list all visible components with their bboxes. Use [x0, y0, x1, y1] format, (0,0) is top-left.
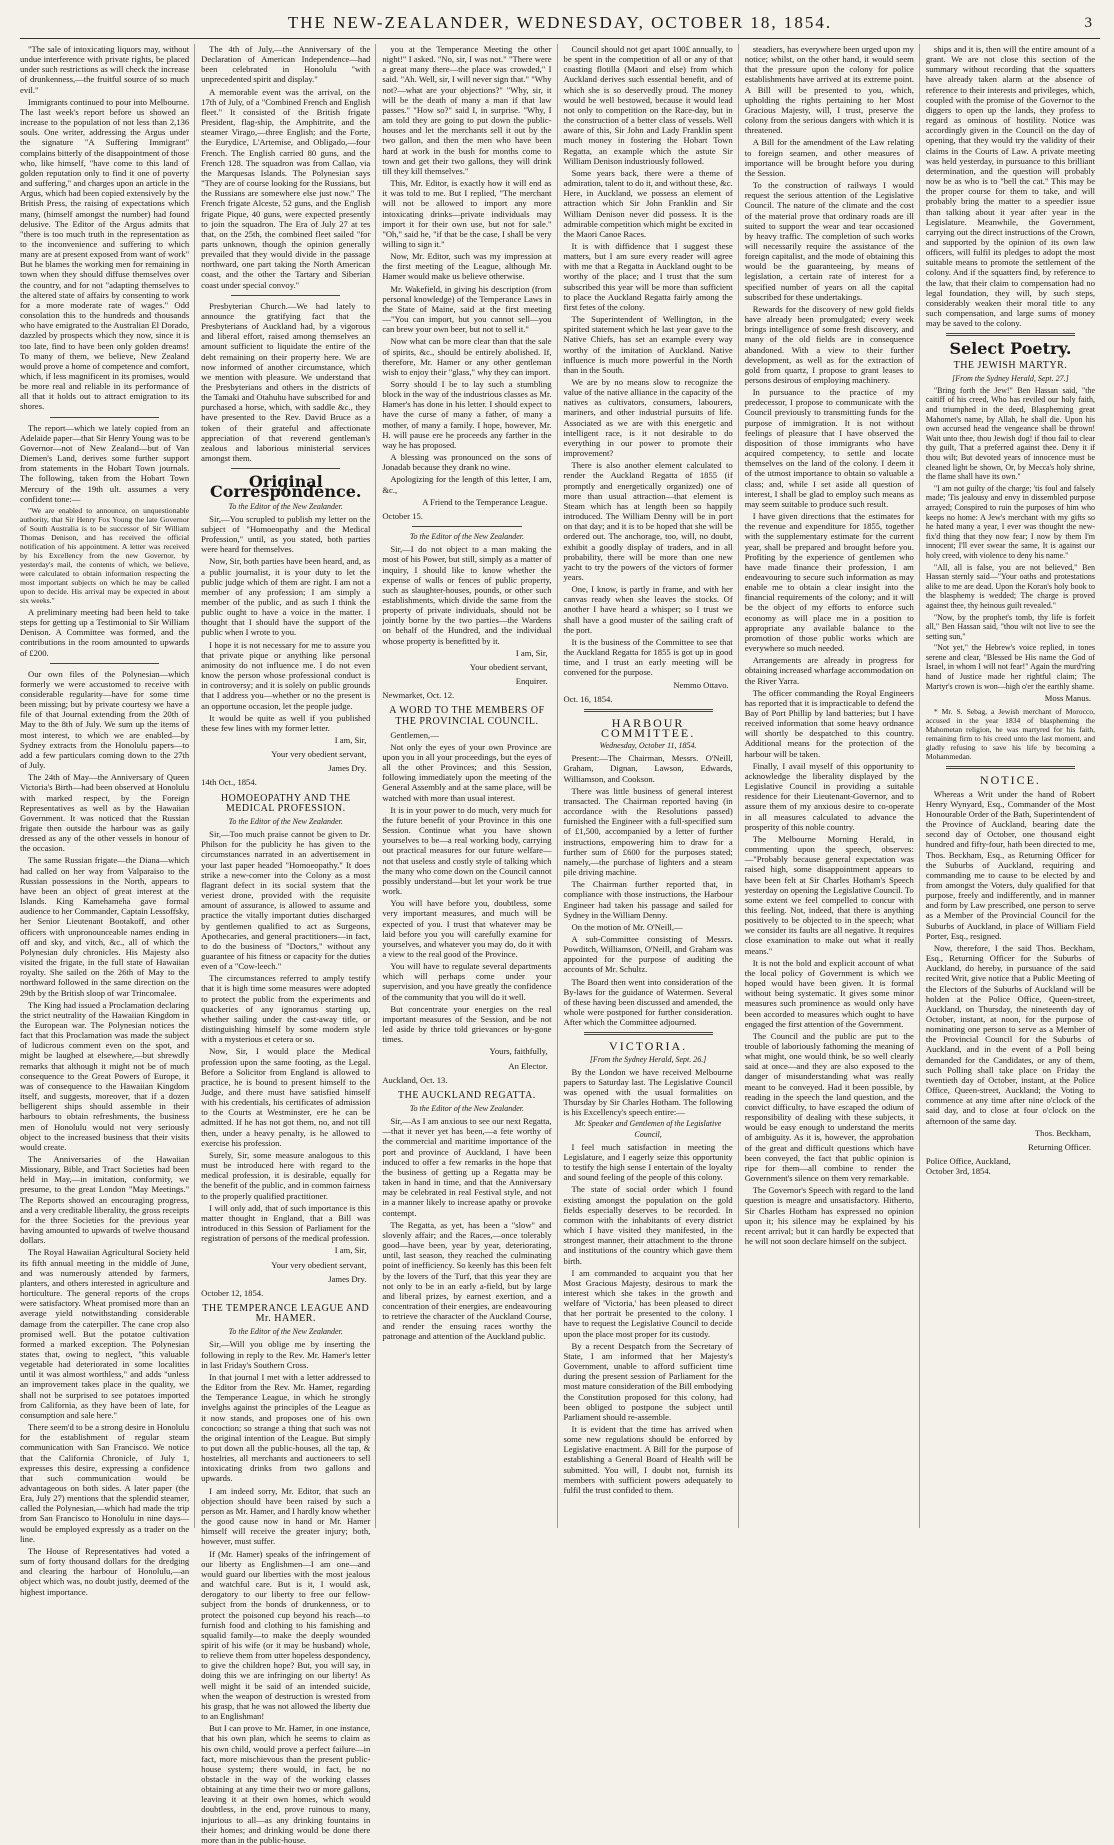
signature: I am, Sir,: [334, 1245, 367, 1256]
paragraph: The Regatta, as yet, has been a "slow" and slovenly affair; and the Races,—once tolerably good—have been, year by year, deteriorating, until, last season, they reached the culminating point of inefficiency. So keenly has this been felt by the lovers of the Turf, that this year they are not only to be in an early a-field, but by large and liberal prizes, by earnest exertion, and a concentration of their energies, are endeavouring to retrieve the character of the Auckland Course, and render the ensuing races worthy the patronage and attention of the Auckland public.: [382, 1219, 552, 1342]
paragraph: The Royal Hawaiian Agricultural Society held its fifth annual meeting in the middle of June, and was numerously attended by farmers, planters, and others interested in agriculture and horticulture. The general reports of the crops were satisfactory. Wheat promised more than an average yield notwithstanding considerable damage from the caterpiller. The cane crop also promised well. But the potatoe cultivation formed a marked exception. The Polynesian states that, owing to neglect, "this valuable vegetable had deteriorated in some localities until it was almost worthless," and adds "unless an improvement takes place in the quality, we shall not be surprised to see potatoes imported from California, as they have been of late, for consumption and sale here.": [20, 1247, 190, 1420]
paragraph: The Council and the public are put to the trouble of laboriously fathoming the meaning of what might, one would think, be so well clearly said at once—and they are also exposed to the danger of misunderstanding what was really meant to be conveyed. Had it been possible, by reading in the speech the land question, and the convict difficulty, to have escaped the odium of responsibility of dealing with these subjects, it would be easy enough to understand the merits of ambiguity. As it is, however, the approbation of the great and difficult questions which have been conveyed, the fact that public opinion is ripe for them—all combine to render the Government's silence on them very remarkable.: [744, 1030, 914, 1184]
paragraph: steadiers, has everywhere been urged upon my notice; whilst, on the other hand, it would seem that the pressure upon the colony for police establishments have arrived at its extreme point. A Bill will be presented to you, which, upholding the rights pertaining to her Most Gracious Majesty, will, I trust, preserve the colony from the serious dangers with which it is threatened.: [744, 44, 914, 136]
article-heading: THE AUCKLAND REGATTA.: [398, 1089, 536, 1101]
signature: Your very obedient servant,: [271, 749, 367, 760]
column-2: [201, 44, 376, 1845]
paragraph: Arrangements are already in progress for obtaining increased wharfage accommodation on the River Yarra.: [744, 655, 914, 686]
paragraph: A blessing was pronounced on the sons of Jonadab because they drank no wine.: [382, 452, 552, 473]
notice-paragraph: Whereas a Writ under the hand of Robert Henry Wynyard, Esq., Commander of the Most Honourable Order of the Bath, Superintendent of the Province of Auckland, bearing date the second day of October, one thousand eight hundred and fifty-four, hath been directed to me, Thos. Beckham, Esq., as Returning Officer for the Suburbs of Auckland, requiring and commanding me to cause to be elected by and from amongst the Voters, duly qualified for that purpose, freely and indifferently, and in manner and form by Law prescribed, one person to serve as a Member of the Provincial Council for the Suburbs of Auckland, in place of William Field Porter, Esq., resigned.: [925, 788, 1096, 941]
paragraph: If (Mr. Hamer) speaks of the infringement of our liberty as Englishmen—I am one—and would guard our liberties with the most jealous and watchful care. But is it, I would ask, derogatory to our liberty to free our fellow-subject from the bonds of drunkenness, or to protect the poisoned cup beyond his reach—to furnish food and clothing to his famishing and squalid family—to make the deeply wounded spirit of his wife (or it may be husband) whole, to relieve them from utter hopeless despondency, to give the children hope? But, you will say, in doing this we are infringing on our liberty! As well might it be said of an intended suicide, when the weapon of destruction is wrested from his grasp, that he was not allowed the liberty due to an Englishman!: [201, 1548, 371, 1722]
paragraph: But I can prove to Mr. Hamer, in one instance, that his own plan, which he seems to claim as his own child, would prove a perfect failure—in fact, more mischievous than the present public-house system; there would, in fact, be no obstacle in the way of the working classes obtaining at any time their two or more gallons, leaving it at their own homes, which would doubtless, in the end, prove ruinous to many, injurious to all—as any drinking fountains in their homes; and drinking would be done there more than in the public-house.: [201, 1723, 371, 1845]
paragraph: The officer commanding the Royal Engineers has reported that it is impracticable to defend the Bay of Port Phillip by land batteries; but I have received information that some heavy ordnance will shortly be despatched to this country. Additional means for the protection of the harbour will be taken.: [744, 687, 914, 759]
paragraph: The circumstances referred to amply testify that it is high time some measures were adopted to protect the public from the experiments and quackeries of any ignoramus starting up, whether sailing under the cast-away title, or distinguishing himself by some modern style with a mysterious et cetera or so.: [201, 973, 371, 1045]
column-3: [382, 44, 557, 1528]
paragraph: I will only add, that of such importance is this matter thought in England, that a Bill was introduced in this Session of Parliament for the registration of persons of the medical profession.: [201, 1202, 371, 1244]
notice-date: October 3rd, 1854.: [925, 1166, 991, 1177]
signature: Your very obedient servant,: [271, 1259, 367, 1270]
letter-date: October 12, 1854.: [201, 1287, 264, 1298]
paragraph: Now what can be more clear than that the sale of spirits, &c., should be entirely abolished. If, therefore, Mr. Hamer or any other gentleman wish to enjoy their "glass," why they can import.: [382, 336, 552, 377]
paragraph: The Governor's Speech with regard to the land question is meagre and unsatisfactory. Hitherto, Sir Charles Hotham has expressed no opinion upon it; his silence may be explained by his recent arrival; but it can hardly be expected that he will not soon declare himself on the subject.: [744, 1185, 914, 1246]
article-heading: THE TEMPERANCE LEAGUE AND Mr. HAMER.: [202, 1302, 370, 1325]
divider: [231, 295, 340, 296]
notice-place: Police Office, Auckland,: [925, 1156, 1011, 1167]
paragraph: The Board then went into consideration of the By-laws for the guidance of Watermen. Several of these having been discussed and amended, the whole were postponed for further consideration. After which the Committee adjourned.: [563, 976, 733, 1028]
paragraph: By a recent Despatch from the Secretary of State, I am informed that her Majesty's Government, unable to afford sufficient time during the present session of Parliament for the most mature consideration of the Bill embodying the Constitution proposed for this colony, had been obliged to postpone the subject until Parliament should re-assemble.: [563, 1340, 733, 1422]
section-heading: Select Poetry.: [949, 339, 1072, 359]
paragraph: To the construction of railways I would request the serious attention of the Legislative Council. The nature of the climate and the cost of the material prove that ordinary roads are ill suited to support the wear and tear occasioned by heavy traffic. The completion of such works will necessarily require the assistance of the foreign capitalist, and the mode of obtaining this would be the guaranteeing, by means of legislation, a certain rate of interest for a specified number of years on all the capital subscribed for these undertakings.: [744, 180, 914, 302]
divider: [50, 663, 159, 664]
paragraph: This, Mr. Editor, is exactly how it will end as it was told to me. But I replied, "The merchant will not be allowed to import any more intoxicating drinks—private individuals may import it for their own use, but not for sale." "Oh," said he, "if that be the case, I shall be very willing to sign it.": [382, 178, 552, 249]
article-heading: VICTORIA.: [609, 1039, 688, 1054]
divider: [412, 526, 521, 527]
paragraph: Now, Sir, both parties have been heard, and, as a public journalist, it is your duty to let the public judge which of them are right. I am not a member of any profession; I am simply a member of the public, and as such I think the public ought to have a voice in the matter. I thought that I should have the support of the public when I wrote to you.: [201, 556, 371, 638]
paragraph: You will have to regulate several departments which will perhaps come under your supervision, and you have greatly the confidence of the community that you will do it well.: [382, 961, 552, 1002]
newspaper-page: [20, 8, 1100, 1845]
paragraph: Finally, I avail myself of this opportunity to acknowledge the liberality displayed by the Legislative Council in providing a suitable residence for their Lieutenant-Governor, and to assure them of my anxious desire to co-operate in all measures calculated to advance the prosperity of this noble country.: [744, 760, 914, 832]
paragraph: ships and it is, then will the entire amount of a grant. We are not close this section of the summary without recording that the squatters have already taken alarm at the absence of reference to their interests and privileges, which, coupled with the promise of the Governor to the diggers to open up the lands, they profess to regard as ominous of hostility. Notice was accordingly given in the Council on the day of opening, that they would try the validity of their claims in the Courts of Law. A private meeting was held yesterday, in pursuance to this brilliant determination, and the question will probably now be as who is to "bell the cat." This may be the proper course for them to take, and will probably bring the matter to a speedier issue than talking about it year after year in the Legislature. Meanwhile, the Government, carrying out the direct instructions of the Crown, and supported by the opinion of its own law officers, will fulfil its pledges to adopt the most suitable means to promote the settlement of the colony. And if the squatters find, by reference to the law, that their claim to compensation had no legal foundation, they will, by such steps, considerably weaken their moral title to any such compensation, and large sums of money may be saved to the colony.: [925, 44, 1096, 329]
paragraph: By the London we have received Melbourne papers to Saturday last. The Legislative Council was opened with the usual formalities on Thursday by Sir Charles Hotham. The following is his Excellency's speech entire:—: [563, 1066, 733, 1118]
paragraph: I have given directions that the estimates for the revenue and expenditure for 1855, together with the supplementary estimate for the current year, shall be prepared and brought before you. Profiting by the experience of gentlemen who have made finance their profession, I am endeavouring to secure such information as may enable me to obtain a clear insight into the financial requirements of the colony; and it will be the object of my efforts to enforce such economy as will place me in a position to appropriate any available balance to the promotion of those public works which are everywhere so much needed.: [744, 511, 914, 654]
signature: Yours, faithfully,: [489, 1046, 548, 1057]
paragraph: The House of Representatives had voted a sum of forty thousand dollars for the dredging and clearing the harbour of Honolulu,—an object which was, no doubt justly, deemed of the highest importance.: [20, 1545, 190, 1597]
poem-verse: "Not yet," the Hebrew's voice replied, in tones serene and clear, "Blessed be His name the God of Israel, in whom I will not fear!" Again the murd'ring hand of Justice made her rightful claim; The Martyr's crown is won—high o'er the earthly shame.: [925, 643, 1096, 691]
paragraph: I am indeed sorry, Mr. Editor, that such an objection should have been raised by such a person as Mr. Hamer, and I hardly know whether the good cause now in hand or Mr. Hamer himself will receive the greater injury; both, however, must suffer.: [201, 1485, 371, 1547]
paragraph: Some years back, there were a theme of admiration, talent to do it, and without these, &c. Here, in Auckland, we possess an element of attraction which Sir John Franklin and Sir William Denison never did possess. It is the admirable competition which might be excited in the Maori Canoe Races.: [563, 167, 733, 239]
paragraph: The Superintendent of Wellington, in the spirited statement which he last year gave to the Native Chiefs, has set an example every way worthy of the imitation of Auckland. Native influence is much more powerful in the North than in the South.: [563, 314, 733, 375]
paragraph: Now, Sir, I would place the Medical profession upon the same footing, as the Legal. Before a Solicitor from England is allowed to practice, he is bound to present himself to the Judge, and there must have satisfied himself with his credentials, his certificates of admission to the Courts at Westminster, ere he can be admitted. If he has not got them, no, and not till then, under a heavy penalty, is he allowed to exercise his profession.: [201, 1046, 371, 1148]
signature: I am, Sir,: [334, 735, 367, 745]
letter-date: October 15.: [382, 510, 423, 521]
letter-address: To the Editor of the New Zealander.: [409, 1104, 524, 1113]
paragraph: It is evident that the time has arrived when some new regulations should be enforced by Legislative enactment. A Bill for the purpose of establishing a General Board of Health will be submitted. You will, I doubt not, furnish its members with sufficient powers adequately to fulfil the trust confided to them.: [563, 1424, 733, 1495]
paragraph: Now, Mr. Editor, such was my impression at the first meeting of the League, although Mr. Hamer would make us believe otherwise.: [382, 251, 552, 282]
paragraph: It is the business of the Committee to see that the Auckland Regatta for 1855 is got up in good time, and I trust an early meeting will be convened for the purpose.: [563, 636, 733, 678]
speech-heading: Mr. Speaker and Gentlemen of the Legislative Council,: [574, 1119, 722, 1139]
poem-verse: "Now, by the prophet's tomb, thy life is forfeit all," Ben Hassan said, "thou wilt not live to see the setting sun,": [925, 612, 1096, 641]
signature: Enquirer.: [515, 676, 548, 687]
poem-title: THE JEWISH MARTYR.: [953, 359, 1068, 371]
columns: [20, 44, 1100, 1845]
paragraph: Presbyterian Church.—We had lately to announce the gratifying fact that the Presbyterians of Auckland had, by a vigorous and liberal effort, raised among themselves an amount sufficient to liquidate the entire of the debt remaining on their property here. We are now informed of another circumstance, which we mention with pleasure. We understand that the Presbyterians and others in the districts of the Tamaki and Otahuhu have subscribed for and purchased a horse, which, with saddle &c., they have presented to the Rev. David Bruce as a token of their grateful and affectionate appreciation of that reverend gentleman's zealous and laborious ministerial services amongst them.: [201, 300, 371, 464]
paragraph: There seem'd to be a strong desire in Honolulu for the establishment of regular steam communication with San Francisco. We notice that the California Chronicle, of July 1, expresses this desire, expressing a confidence that such communication would be advantageous on both sides. A later paper (the Era, July 27) mentions that the splendid steamer, called the Polynesian,—which had made the trip from San Francisco to Honolulu in nine days—would be employed expressly as a trader on the line.: [20, 1422, 190, 1544]
notice-heading: NOTICE.: [979, 773, 1041, 788]
poem-source: [From the Sydney Herald, Sept. 27.]: [952, 373, 1069, 383]
paragraph: The Melbourne Morning Herald, in commenting upon the speech, observes:—"Probably because general expectation was raised high, some disappointment appears to have been felt at Sir Charles Hotham's Speech yesterday on opening the Legislative Council. To some extent we feel compelled to concur with this feeling. Not, indeed, that there is anything positively to be objected to in the speech; what we consider its faults are all negative. It requires close examination to make out what it really means.": [744, 833, 914, 956]
paragraph: It is not the bold and explicit account of what the local policy of Government is which we hoped would have been given. It is formal without being systematic. It gives some minor measures such prominence as would only have been accorded to measures which ought to have engaged the first attention of the Government.: [744, 957, 914, 1029]
masthead: [20, 8, 1100, 39]
paragraph: On the motion of Mr. O'Neill,—: [571, 921, 683, 932]
paragraph: The Anniversaries of the Hawaiian Missionary, Bible, and Tract Societies had been held in May,—in imitation, conformity, we presume, to the great London "May Meetings." The Reports showed an encouraging progress, and a very creditable liberality, the gross receipts for the three Societies for the previous year having amounted to upwards of twelve thousand dollars.: [20, 1154, 190, 1246]
paragraph: Council should not get apart 100£ annually, to be spent in the competition of all or any of that coasting flotilla (Maori and else) from which Auckland derives such essential benefit, and of which she is so deservedly proud. The money would be well bestowed, because it would lead not only to competition on the Race-day, but in the construction of a better class of vessels. Well aware of this, Sir John and Lady Franklin spent much money in fostering the Hobart Town Regatta, an example which the astute Sir William Denison industriously followed.: [563, 44, 733, 166]
paragraph: It is in your power to do much, very much for the future benefit of your Province in this one Session. Continue what you have shown yourselves to be—a real working body, carrying out practical measures for our future welfare—not that useless and costly style of talking which the many who come down on the Council cannot possibly understand—but let your work be true work.: [382, 804, 552, 897]
signature: A Friend to the Temperance League.: [422, 496, 548, 507]
paragraph: There was little business of general interest transacted. The Chairman reported having (in accordance with the Resolutions passed) furnished the Engineer with a full-specified sum of £1,500, accompanied by a letter of further instructions, empowering him to draw for a further sum of £600 for the purposes stated; namely,—the purchase of lighters and a steam pile driving machine.: [563, 785, 733, 878]
poem-verse: "Bring forth the Jew!" Ben Hassan said, "the caitiff of his creed, Who has reviled our holy faith, and triumphed in the deed, Blaspheming great Mahomet's name, by Allah, he shall die. Upon his own accursed head the vengeance shall be thrown! Wait unto thee, thou Jewish dog! if thou fail to clear thy guilt, That a preferred against thee. Deny it if thou wilt; But devoted years of innocence must be cleaned light be shown, Or, by Mecca's holy shrine, the flame shall have its own.": [925, 385, 1096, 482]
paragraph: The report—which we lately copied from an Adelaide paper—that Sir Henry Young was to be Governor—not of New Zealand—but of Van Diemen's Land, derives some further support from statements in the Hobart Town journals. The following, taken from the Hobart Town Mercury of the 19th ult. assumes a very confident tone:—: [20, 422, 190, 504]
poem-verse: "I am not guilty of the charge; 'tis foul and falsely made; 'Tis jealousy and envy in dissembled purpose arrayed; Conspired to ruin the purposes of him who keeps no home: A Jew's merchant with my gifts so he hated many a year, I ever was thought the new-fix'd thing that they now fear; I now by them I'm innocent; I'll ever swear the same, It is against our holy creed, with violence to deny his name.": [925, 483, 1096, 560]
paragraph: The same Russian frigate—the Diana—which had called on her way from Valparaiso to the Russian possessions in the North, appears to have been an object of great interest at the Islands. King Kamehameha gave formal audience to her Commander, Captain Lessoffsky, her Senior Lieutenant Bootakoff, and other officers with unpronounceable names ending in off and sky, and vitch, &c., all of which the Polynesian duly chronicles. His Majesty also visited the frigate, in the full state of Hawaiian royalty. She sailed on the 26th of May to the northward followed in the same direction on the 29th by the British sloop of war Trincomalee.: [20, 855, 190, 998]
paragraph: The Chairman further reported that, in compliance with those instructions, the Harbour Engineer had taken his passage and sailed for Sydney in the William Denny.: [563, 879, 733, 920]
letter-address: To the Editor of the New Zealander.: [228, 1327, 343, 1337]
signature: Thos. Beckham,: [1034, 1127, 1092, 1138]
paragraph: You will have before you, doubtless, some very important measures, and much will be expected of you. I trust that whatever may be laid before you you will carefully examine for yourselves, and whatever you may do, do it with a view to the real good of the Province.: [382, 898, 552, 959]
divider: [946, 333, 1075, 336]
signature: I am, Sir,: [515, 647, 548, 658]
divider: [231, 468, 340, 469]
signature: James Dry.: [328, 763, 367, 774]
page-number: 3: [1084, 15, 1094, 31]
paragraph: A Bill for the amendment of the Law relating to foreign seamen, and other measures of importance will be brought before you during the Session.: [744, 137, 914, 178]
paragraph: I feel much satisfaction in meeting the Legislature, and I eagerly seize this opportunity to testify the high sense I entertain of the loyalty and sound feeling of the people of this colony.: [563, 1141, 733, 1183]
letter-address: To the Editor of the New Zealander.: [228, 816, 343, 826]
paragraph: Sir,—I do not object to a man making the most of his Power, but still, simply as a matter of inquiry, I should like to know whether the expense of walls or fences of public property, such as slaughter-houses, pounds, or other such establishments, which divide the same from the property of private individuals, should not be jointly borne by the two parties—the Wardens on behalf of the Hundred, and the individual whose property is benefitted by it.: [382, 544, 552, 646]
signature: Returning Officer.: [1028, 1141, 1092, 1152]
letter-date: Newmarket, Oct. 12.: [382, 690, 455, 701]
paragraph: Our own files of the Polynesian—which formerly we were accustomed to receive with considerable regularity—have for some time been missing; but by private courtesy we have a file of that Journal extending from the 20th of May to the 8th of July. We sum up the items of most interest, to which we are enabled—by Sydney extracts from the Honolulu papers—to add a few particulars coming down to the 27th of July.: [20, 668, 190, 771]
paragraph: Immigrants continued to pour into Melbourne. The last week's report before us showed an increase to the population of not less than 2,136 souls. One writer, addressing the Argus under the signature "A Suffering Immigrant" complains bitterly of the disappointment of those who, like himself, "have come to this land of golden reputation only to find it one of poverty and suffering," and charges upon an article in the Argus, which had been copied extensively by the British Press, the raising of expectations which many, (himself amongst the number) had found delusive. The Editor of the Argus admits that "there is too much truth in the representation as to the inconvenience and suffering to which many are at present exposed from want of work" But he blames the working men for remaining in town when they should diffuse themselves over the country, and for not "adapting themselves to the altered state of affairs by consenting to work for a more moderate rate of wages." Odd consolation this to the hundreds and thousands who have emigrated to the Australian El Dorado, dazzled by prospects which they now, since it is too late, find to have been only golden dreams! To many of them, we believe, New Zealand would prove a home of competence and comfort, which, if less magnificent in its promises, would be more real and reliable in its performance of all that it holds out to attract emigration to its shores.: [20, 96, 190, 412]
poem-verse: "All, all is false, you are not believed," Ben Hassan sternly said—"Your oaths and protestations alike to me are dead. Upon the Koran's holy book to the blasphemy is wedded; The charge is proved against thee, thy heinous guilt revealed.": [925, 562, 1096, 610]
footnote: * Mr. S. Sebag, a Jewish merchant of Morocco, accused in the year 1834 of blaspheming the Mahometan religion, he was martyred for his faith, remaining firm to his creed unto the last moment, and gladly refusing to save his life by becoming a Mohammedan.: [925, 707, 1096, 762]
article-heading: A WORD TO THE MEMBERS OF THE PROVINCIAL COUNCIL.: [389, 705, 545, 727]
column-5: [745, 44, 920, 1528]
quoted-paragraph: "We are enabled to announce, on unquestionable authority, that Sir Henry Fox Young the late Governor of South Australia is to be successor of Sir William Thomas Denison, and has received the official notification of his appointment. A letter was received by his Excellency from the new Governor, by yesterday's mail, the contents of which, we believe, were calculated to obtain information respecting the most important subjects on which he may be called upon to decide. His arrival may be expected in about six weeks.": [20, 505, 190, 605]
letter-date: 14th Oct., 1854.: [201, 777, 257, 788]
letter-date: Auckland, Oct. 13.: [382, 1074, 448, 1085]
paragraph: Rewards for the discovery of new gold fields have already been promulgated; every week brings intelligence of some fresh discovery, and many of the old fields are in consequence abandoned. With a view to their further development, as well as for the extraction of gold from quartz, I propose to grant leases to persons desirous of employing machinery.: [744, 303, 914, 385]
divider: [584, 709, 713, 712]
article-heading: HOMOEOPATHY AND THE MEDICAL PROFESSION.: [220, 792, 351, 814]
paragraph: Sir,—As I am anxious to see our next Regatta,—that it never yet has been,—a fete worthy of the commercial and maritime importance of the port and province of Auckland, I have been induced to offer a few remarks in the hope that the business of getting up a Regatta may be taken in hand in time, and that the Anniversary may be celebrated in real Festival style, and not in a manner likely to increase apathy or provoke contempt.: [382, 1116, 552, 1218]
paragraph: I am commanded to acquaint you that her Most Gracious Majesty, desirous to mark the interest which she takes in the growth and welfare of 'Victoria,' has been pleased to direct that her portrait be presented to the colony. I have to request the Legislative Council to decide upon the place most proper for its custody.: [563, 1267, 733, 1339]
paragraph: A sub-Committee consisting of Messrs. Powditch, Williamson, O'Neill, and Graham was appointed for the purpose of auditing the accounts of Mr. Schultz.: [563, 933, 733, 975]
paragraph: Not only the eyes of your own Province are upon you in all your proceedings, but the eyes of all the other Provinces; and this Session, following immediately upon the meeting of the General Assembly and at the same place, will be watched with more than usual interest.: [382, 741, 552, 803]
poem-author: Moss Manus.: [1044, 693, 1092, 704]
paragraph: A preliminary meeting had been held to take steps for getting up a Testimonial to Sir William Denison. A Committee was formed, and the contributions in the room amounted to upwards of £200.: [20, 606, 190, 658]
paragraph: There is also another element calculated to render the Auckland Regatta of 1855 (if promptly and energetically organized) one of more than usual attraction—that element is Steam which has at length been so happily introduced. The William Denny will be in port on that day; and it is to be hoped that she will be ordered out. The anchorage, too, will, no doubt, exhibit a goodly display of traders, and in all probability, there will be more than one new yacht to try the powers of the victors of former years.: [563, 460, 733, 582]
column-6: [926, 44, 1100, 1528]
signature: Nemmo Ottavo.: [673, 679, 729, 690]
letter-address: To the Editor of the New Zealander.: [228, 501, 343, 511]
paragraph: Sir,—Will you oblige me by inserting the following in reply to the Rev. Mr. Hamer's letter in last Friday's Southern Cross.: [201, 1339, 371, 1370]
letter-address: To the Editor of the New Zealander.: [409, 532, 524, 542]
paragraph: The state of social order which I found existing amongst the population on the gold fields especially deserves to be recorded. In common with the inhabitants of every district which I have visited they manifested, in the strongest manner, their attachment to the throne and institutions of the country which gave them birth.: [563, 1184, 733, 1266]
section-heading: Original Correspondence.: [210, 472, 362, 502]
column-1: [20, 44, 195, 1597]
paragraph: Sir,—You scrupled to publish my letter on the subject of "Homoeopathy and the Medical Profession," until, as you stated, both parties were heard for themselves.: [201, 513, 371, 555]
article-subheading: Wednesday, October 11, 1854.: [599, 741, 697, 751]
paragraph: Present:—The Chairman, Messrs. O'Neill, Graham, Dignan, Lawson, Edwards, Williamson, and Cookson.: [563, 753, 733, 784]
signature: An Elector.: [508, 1060, 548, 1071]
paragraph: In pursuance to the practice of my predecessor, I propose to communicate with the Council previously to transmitting funds for the purpose of immigration. It is not without feelings of pleasure that I have observed the disposition of those immigrants who have acquired competency, to settle and locate themselves on the land of the colony. I deem it of the utmost importance to obtain so valuable a class; and, while I set aside all question of interest, I shall be glad to employ such means as may seem suitable to produce such result.: [744, 387, 914, 509]
paragraph: Sir,—Too much praise cannot be given to Dr. Philson for the publicity he has given to the circumstances narrated in an advertisement in your last paper headed "Homoeopathy." It does strike a new-comer into the Colony as a most flagrant defect in its social system that the veriest drone, provided with the requisite amount of assurance, is allowed to assume and practice the vitally important duties discharged by gentlemen qualified to act as Surgeons, Apothecaries, and general practitioners—in fact, to do the business of "Doctors," without any guarantee of his fitness or capacity for the duties even of a "Cow-leech.": [201, 829, 371, 972]
paragraph: It would be quite as well if you published these few lines with my former letter.: [201, 712, 371, 733]
paragraph: In that journal I met with a letter addressed to the Editor from the Rev. Mr. Hamer, regarding the Temperance League, in which he strongly invelghs against the principles of the League as it now stands, and proposes one of his own concoction; so strange a thing that such was not the original intention of the League. But simply to put down all the public-houses, all the tap, & hostelries, all merchants and auctioneers to sell intoxicating drinks from two gallons and upwards.: [201, 1371, 371, 1484]
paragraph: Gentlemen,—: [390, 729, 439, 740]
paragraph: The 4th of July,—the Anniversary of the Declaration of American Independence—had been celebrated in Honolulu "with unprecedented spirit and display.": [201, 44, 371, 85]
paragraph: I hope it is not necessary for me to assure you that private pique or anything like personal animosity do not influence me. I do not even know the person whose professional conduct is in controversy; and it is solely on public grounds that I address you—whether or no the present is an opportune occasion, let the people judge.: [201, 639, 371, 711]
paragraph: The King had issued a Proclamation declaring the strict neutrality of the Hawaiian Kingdom in the European war. The Polynesian notices the fact that this Proclamation was made the subject of ludicrous comment even on the spot, and might be laughed at elsewhere,—but shrewdly remarks that although it might not be of much consequence to the Great Powers of Europe, it was of consequence to the Hawaiian Kingdom itself, and suggests, moreover, that if a dozen belligerent ships should assemble in their harbours to obtain refreshments, the business men of Honolulu would not very seriously object to the increased business that their visits would create.: [20, 999, 190, 1152]
paragraph: Surely, Sir, some measure analogous to this must be introduced here with regard to the medical profession, it is desirable, equally for the benefit of the public, and in common fairness to the properly qualified practitioner.: [201, 1149, 371, 1201]
paragraph: you at the Temperance Meeting the other night!" I asked. "No, sir, I was not." "There were a great many there—the place was crowded," I said. "Ah. Well, sir, I will never sign that." "Why not?—what are your objections?" "Why, sir, it will be the death of many a man if that law passes." "How so?" said I, in surprise. "Why, I am told they are going to put down the public-houses and let the merchants sell it out by the two gallon, and then the men who have been hard at work in the bush for months come to town and get their two gallons, they will drink till they kill themselves.": [382, 44, 552, 176]
paragraph: One, I know, is partly in frame, and with her canvas ready when she leaves the stocks. Of another I have heard a whisper; so I trust we shall have a good muster of the sailing craft of the port.: [563, 584, 733, 635]
divider: [584, 1032, 713, 1035]
column-4: [564, 44, 739, 1528]
paragraph: Mr. Wakefield, in giving his description (from personal knowledge) of the Temperance Laws in the State of Maine, said at the first meeting—"You can import, but you cannot sell—you can brew your own beer, but not to sell it.": [382, 283, 552, 335]
paragraph: "The sale of intoxicating liquors may, without undue interference with private rights, be placed under such restrictions as will check the increase of drunkenness,—the fruitful source of so much evil.": [20, 44, 190, 95]
paragraph: Sorry should I be to lay such a stumbling block in the way of the industrious classes as Mr. Hamer's has done in his letter. I should expect to have the curse of many a father, of many a mother, of many a family. I hope, however, Mr. H. will pause ere he proceeds any farther in the way he has proposed.: [382, 379, 552, 450]
paragraph: The 24th of May—the Anniversary of Queen Victoria's Birth—had been observed at Honolulu with marked respect, by the Foreign Representatives as well as by the Hawaiian Government. It was noticed that the Russian frigate then outside the harbour was as gaily dressed as any of the other vessels in honour of the occasion.: [20, 772, 190, 854]
divider: [50, 417, 159, 418]
paragraph: Apologizing for the length of this letter, I am, &c.,: [382, 474, 552, 495]
article-source: [From the Sydney Herald, Sept. 26.]: [589, 1054, 707, 1064]
letter-date: Oct. 16, 1854.: [563, 693, 613, 704]
article-heading: HARBOUR COMMITTEE.: [600, 715, 696, 740]
signature: James Dry.: [328, 1273, 367, 1284]
divider: [946, 766, 1075, 769]
paragraph: But concentrate your energies on the real important measures of the Session, and be not led aside by thrice told grievances or by-gone times.: [382, 1003, 552, 1045]
masthead-title: THE NEW-ZEALANDER, WEDNESDAY, OCTOBER 18, 1854.: [287, 13, 833, 32]
paragraph: It is with diffidence that I suggest these matters, but I am sure every reader will agree with me that a Regatta in Auckland ought to be worthy of the place; and I trust that the sum subscribed this year will be more than sufficient to place the Auckland Regatta fairly among the first fetes of the colony.: [563, 240, 733, 312]
notice-paragraph: Now, therefore, I the said Thos. Beckham, Esq., Returning Officer for the Suburbs of Auckland, do hereby, in pursuance of the said recited Writ, give notice that a Public Meeting of the Electors of the Suburbs of Auckland will be holden at the Police Office, Queen-street, Auckland, on Thursday, the nineteenth day of October, instant, at noon, for the purpose of nominating one person to serve as a Member of the Provincial Council for the Suburbs of Auckland, and in the event of a Poll being demanded for the Candidates, or any of them, such Polling shall take place on Friday the twentieth day of October, instant, at the Police Office, Queen-street, Auckland; the Voting to commence at any time after nine o'clock of the said day, and to close at four o'clock on the afternoon of the same day.: [925, 942, 1096, 1126]
signature: Your obedient servant,: [469, 661, 548, 672]
paragraph: A memorable event was the arrival, on the 17th of July, of a "Combined French and English fleet." It consisted of the British frigate President, flag-ship, the Amphitrite, and the steamer Virago,—three English; and the Forte, the Eurydice, L'Artemise, and Obligado,—four French. The English carried 80 guns, and the French 128. The squadron was from Callao, via the Marquesas Islands. The Polynesian says "They are of course looking for the Russians, but the Russians are somewhere else just now." The French frigate Alceste, 52 guns, and the English frigate Pique, 40 guns, were expected presently to join the squadron. The Era of July 27 at tes that, on the 25th, the combined fleet sailed "for parts unknown, though the opinion generally prevailed that they would divide in the passage northward, one part taking the North American coast, and the other the Tartary and Siberian coast under special convoy.": [201, 86, 371, 290]
paragraph: We are by no means slow to recognize the value of the native alliance in the capacity of the natives as cultivators, consumers, labourers, mariners, and other industrial pursuits of life. Associated as we are with this energetic and intelligent race, is it not desirable to do everything in our power to promote their improvement?: [563, 377, 733, 459]
